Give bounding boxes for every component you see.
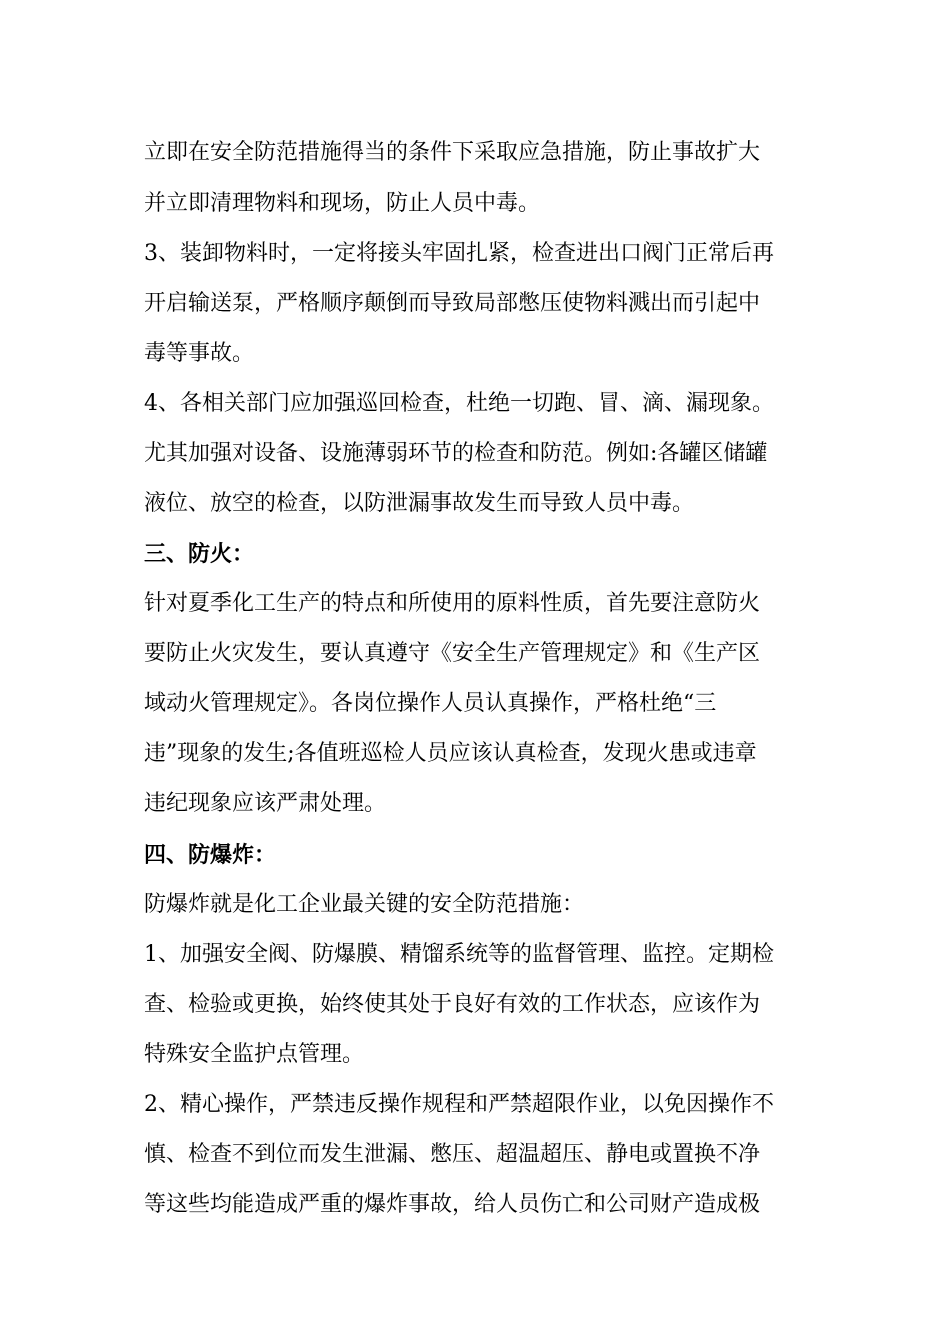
paragraph-line: 开启输送泵，严格顺序颠倒而导致局部憋压使物料溅出而引起中	[144, 291, 761, 316]
paragraph-line: 查、检验或更换，始终使其处于良好有效的工作状态，应该作为	[144, 992, 761, 1017]
paragraph-line: 违纪现象应该严肃处理。	[144, 791, 387, 816]
section-heading-explosion: 四、防爆炸：	[144, 842, 277, 868]
paragraph-line: 并立即清理物料和现场，防止人员中毒。	[144, 191, 541, 216]
paragraph-line: 违”现象的发生;各值班巡检人员应该认真检查，发现火患或违章	[144, 741, 757, 766]
paragraph-line: 1、加强安全阀、防爆膜、精馏系统等的监督管理、监控。定期检	[144, 942, 774, 967]
paragraph-line: 立即在安全防范措施得当的条件下采取应急措施，防止事故扩大	[144, 140, 761, 165]
paragraph-line: 要防止火灾发生，要认真遵守《安全生产管理规定》和《生产区	[144, 641, 761, 666]
paragraph-line: 尤其加强对设备、设施薄弱环节的检查和防范。例如:各罐区储罐	[144, 441, 768, 466]
paragraph-line: 2、精心操作，严禁违反操作规程和严禁超限作业，以免因操作不	[144, 1092, 774, 1117]
paragraph-line: 毒等事故。	[144, 341, 255, 366]
paragraph-line: 防爆炸就是化工企业最关键的安全防范措施：	[144, 892, 585, 917]
paragraph-line: 特殊安全监护点管理。	[144, 1042, 365, 1067]
paragraph-line: 等这些均能造成严重的爆炸事故，给人员伤亡和公司财产造成极	[144, 1192, 761, 1217]
section-heading-fire: 三、防火：	[144, 541, 255, 567]
paragraph-line: 域动火管理规定》。各岗位操作人员认真操作，严格杜绝“三	[144, 691, 717, 716]
paragraph-line: 4、各相关部门应加强巡回检查，杜绝一切跑、冒、滴、漏现象。	[144, 391, 774, 416]
paragraph-line: 慎、检查不到位而发生泄漏、憋压、超温超压、静电或置换不净	[144, 1142, 761, 1167]
paragraph-line: 液位、放空的检查，以防泄漏事故发生而导致人员中毒。	[144, 491, 695, 516]
paragraph-line: 针对夏季化工生产的特点和所使用的原料性质，首先要注意防火	[144, 591, 761, 616]
paragraph-line: 3、装卸物料时，一定将接头牢固扎紧，检查进出口阀门正常后再	[144, 241, 774, 266]
